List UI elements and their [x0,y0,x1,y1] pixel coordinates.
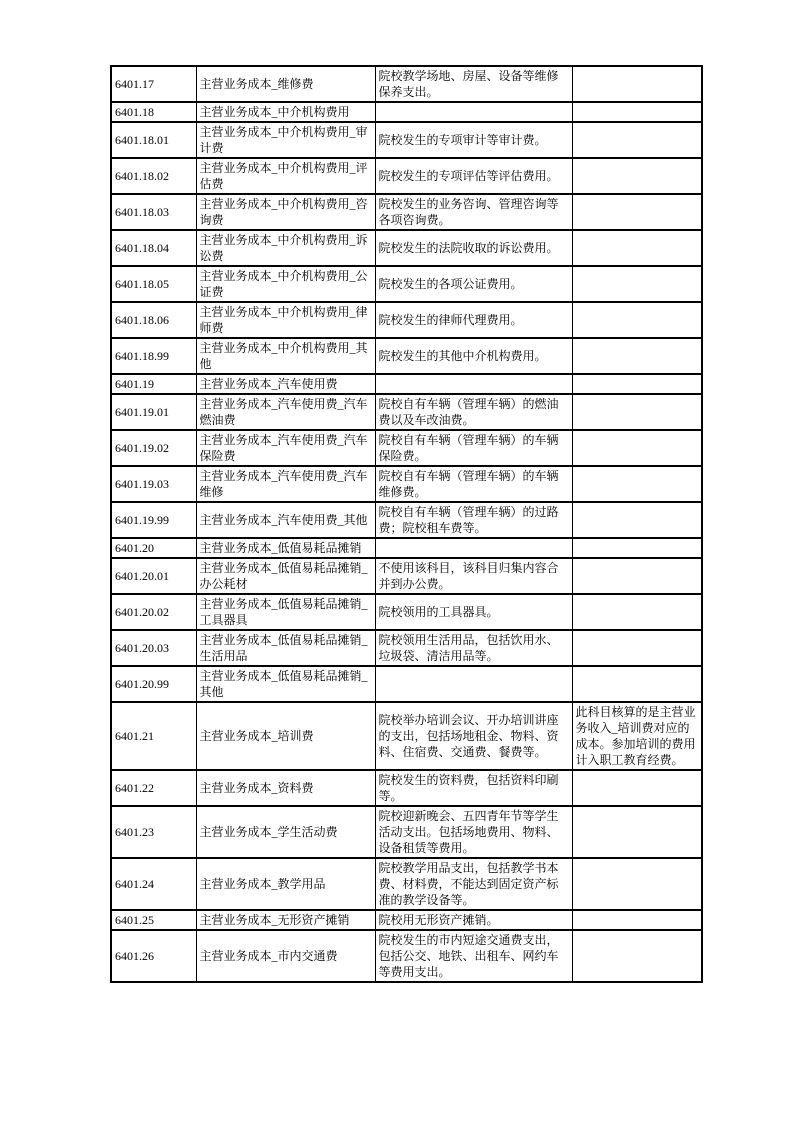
table-row [111,538,702,558]
account-description-cell: 院校自有车辆（管理车辆）的燃油费以及车改油费。 [375,394,572,430]
table-row [111,558,702,594]
table-row [111,158,702,194]
account-description-cell: 院校发生的法院收取的诉讼费用。 [375,230,572,266]
account-description-cell [375,374,572,394]
account-description-cell: 院校自有车辆（管理车辆）的车辆保险费。 [375,430,572,466]
account-note-cell [572,302,702,338]
account-code-cell: 6401.18.06 [111,302,196,338]
account-note-cell [572,538,702,558]
account-name-cell: 主营业务成本_中介机构费用_其他 [196,338,375,374]
account-code-cell: 6401.26 [111,930,196,982]
account-name-cell: 主营业务成本_学生活动费 [196,806,375,858]
account-note-cell [572,630,702,666]
account-code-cell: 6401.20.99 [111,666,196,702]
account-note-cell [572,338,702,374]
account-name-cell: 主营业务成本_中介机构费用_审计费 [196,122,375,158]
account-code-cell: 6401.24 [111,858,196,910]
account-name-cell: 主营业务成本_汽车使用费 [196,374,375,394]
account-name-cell: 主营业务成本_汽车使用费_汽车保险费 [196,430,375,466]
account-name-cell: 主营业务成本_中介机构费用_公证费 [196,266,375,302]
account-note-cell [572,910,702,930]
account-note-cell [572,930,702,982]
account-description-cell: 院校发生的业务咨询、管理咨询等各项咨询费。 [375,194,572,230]
account-code-cell: 6401.20.02 [111,594,196,630]
account-table-body [111,66,702,982]
table-row [111,594,702,630]
account-code-cell: 6401.17 [111,66,196,102]
account-code-cell: 6401.19.02 [111,430,196,466]
account-note-cell [572,666,702,702]
account-name-cell: 主营业务成本_低值易耗品摊销_其他 [196,666,375,702]
account-name-cell: 主营业务成本_中介机构费用 [196,102,375,122]
account-description-cell: 院校迎新晚会、五四青年节等学生活动支出。包括场地费用、物料、设备租赁等费用。 [375,806,572,858]
table-row [111,230,702,266]
table-row [111,302,702,338]
account-note-cell: 此科目核算的是主营业务收入_培训费对应的成本。参加培训的费用计入职工教育经费。 [572,702,702,770]
table-row [111,630,702,666]
account-note-cell [572,394,702,430]
account-code-cell: 6401.19.01 [111,394,196,430]
table-row [111,194,702,230]
account-description-cell: 院校领用生活用品，包括饮用水、垃圾袋、清洁用品等。 [375,630,572,666]
account-code-cell: 6401.20.01 [111,558,196,594]
account-code-cell: 6401.18.01 [111,122,196,158]
account-code-cell: 6401.18 [111,102,196,122]
table-row [111,770,702,806]
account-note-cell [572,266,702,302]
account-code-cell: 6401.19 [111,374,196,394]
account-name-cell: 主营业务成本_中介机构费用_律师费 [196,302,375,338]
account-note-cell [572,230,702,266]
account-description-cell: 院校用无形资产摊销。 [375,910,572,930]
table-row [111,858,702,910]
account-name-cell: 主营业务成本_培训费 [196,702,375,770]
account-name-cell: 主营业务成本_教学用品 [196,858,375,910]
account-name-cell: 主营业务成本_中介机构费用_诉讼费 [196,230,375,266]
table-row [111,122,702,158]
table-row [111,66,702,102]
table-row [111,430,702,466]
account-name-cell: 主营业务成本_低值易耗品摊销 [196,538,375,558]
account-note-cell [572,122,702,158]
account-description-cell: 院校发生的市内短途交通费支出，包括公交、地铁、出租车、网约车等费用支出。 [375,930,572,982]
account-description-cell: 院校发生的律师代理费用。 [375,302,572,338]
account-description-cell: 院校举办培训会议、开办培训讲座的支出，包括场地租金、物料、资料、住宿费、交通费、餐费等。 [375,702,572,770]
account-note-cell [572,502,702,538]
account-code-cell: 6401.21 [111,702,196,770]
account-code-cell: 6401.18.03 [111,194,196,230]
table-row [111,102,702,122]
account-note-cell [572,194,702,230]
account-name-cell: 主营业务成本_汽车使用费_汽车维修 [196,466,375,502]
account-description-cell: 院校发生的各项公证费用。 [375,266,572,302]
account-description-cell: 院校教学场地、房屋、设备等维修保养支出。 [375,66,572,102]
account-name-cell: 主营业务成本_低值易耗品摊销_办公耗材 [196,558,375,594]
account-table [110,65,703,983]
account-name-cell: 主营业务成本_市内交通费 [196,930,375,982]
account-code-cell: 6401.23 [111,806,196,858]
account-description-cell: 院校发生的资料费，包括资料印刷等。 [375,770,572,806]
account-code-cell: 6401.18.04 [111,230,196,266]
account-note-cell [572,102,702,122]
table-row [111,806,702,858]
table-row [111,338,702,374]
account-description-cell: 院校教学用品支出，包括教学书本费、材料费，不能达到固定资产标准的教学设备等。 [375,858,572,910]
account-code-cell: 6401.19.03 [111,466,196,502]
account-note-cell [572,858,702,910]
account-description-cell: 院校发生的专项审计等审计费。 [375,122,572,158]
account-code-cell: 6401.20.03 [111,630,196,666]
account-note-cell [572,466,702,502]
account-name-cell: 主营业务成本_低值易耗品摊销_生活用品 [196,630,375,666]
account-name-cell: 主营业务成本_无形资产摊销 [196,910,375,930]
account-note-cell [572,158,702,194]
account-name-cell: 主营业务成本_维修费 [196,66,375,102]
table-row [111,394,702,430]
table-row [111,374,702,394]
account-name-cell: 主营业务成本_汽车使用费_汽车燃油费 [196,394,375,430]
account-code-cell: 6401.18.05 [111,266,196,302]
table-row [111,502,702,538]
account-description-cell: 不使用该科目，该科目归集内容合并到办公费。 [375,558,572,594]
account-note-cell [572,594,702,630]
account-description-cell: 院校发生的其他中介机构费用。 [375,338,572,374]
table-row [111,930,702,982]
account-description-cell: 院校领用的工具器具。 [375,594,572,630]
account-name-cell: 主营业务成本_汽车使用费_其他 [196,502,375,538]
account-description-cell: 院校发生的专项评估等评估费用。 [375,158,572,194]
account-code-cell: 6401.19.99 [111,502,196,538]
account-description-cell [375,538,572,558]
table-row [111,910,702,930]
account-note-cell [572,374,702,394]
table-row [111,666,702,702]
account-description-cell [375,666,572,702]
account-description-cell [375,102,572,122]
account-description-cell: 院校自有车辆（管理车辆）的车辆维修费。 [375,466,572,502]
account-name-cell: 主营业务成本_资料费 [196,770,375,806]
table-row [111,266,702,302]
account-code-cell: 6401.22 [111,770,196,806]
table-row [111,466,702,502]
account-code-cell: 6401.20 [111,538,196,558]
table-row [111,702,702,770]
account-name-cell: 主营业务成本_中介机构费用_咨询费 [196,194,375,230]
account-name-cell: 主营业务成本_低值易耗品摊销_工具器具 [196,594,375,630]
account-note-cell [572,806,702,858]
account-note-cell [572,66,702,102]
account-note-cell [572,430,702,466]
account-code-cell: 6401.18.99 [111,338,196,374]
account-code-cell: 6401.25 [111,910,196,930]
account-note-cell [572,770,702,806]
account-code-cell: 6401.18.02 [111,158,196,194]
account-description-cell: 院校自有车辆（管理车辆）的过路费；院校租车费等。 [375,502,572,538]
account-note-cell [572,558,702,594]
account-name-cell: 主营业务成本_中介机构费用_评估费 [196,158,375,194]
